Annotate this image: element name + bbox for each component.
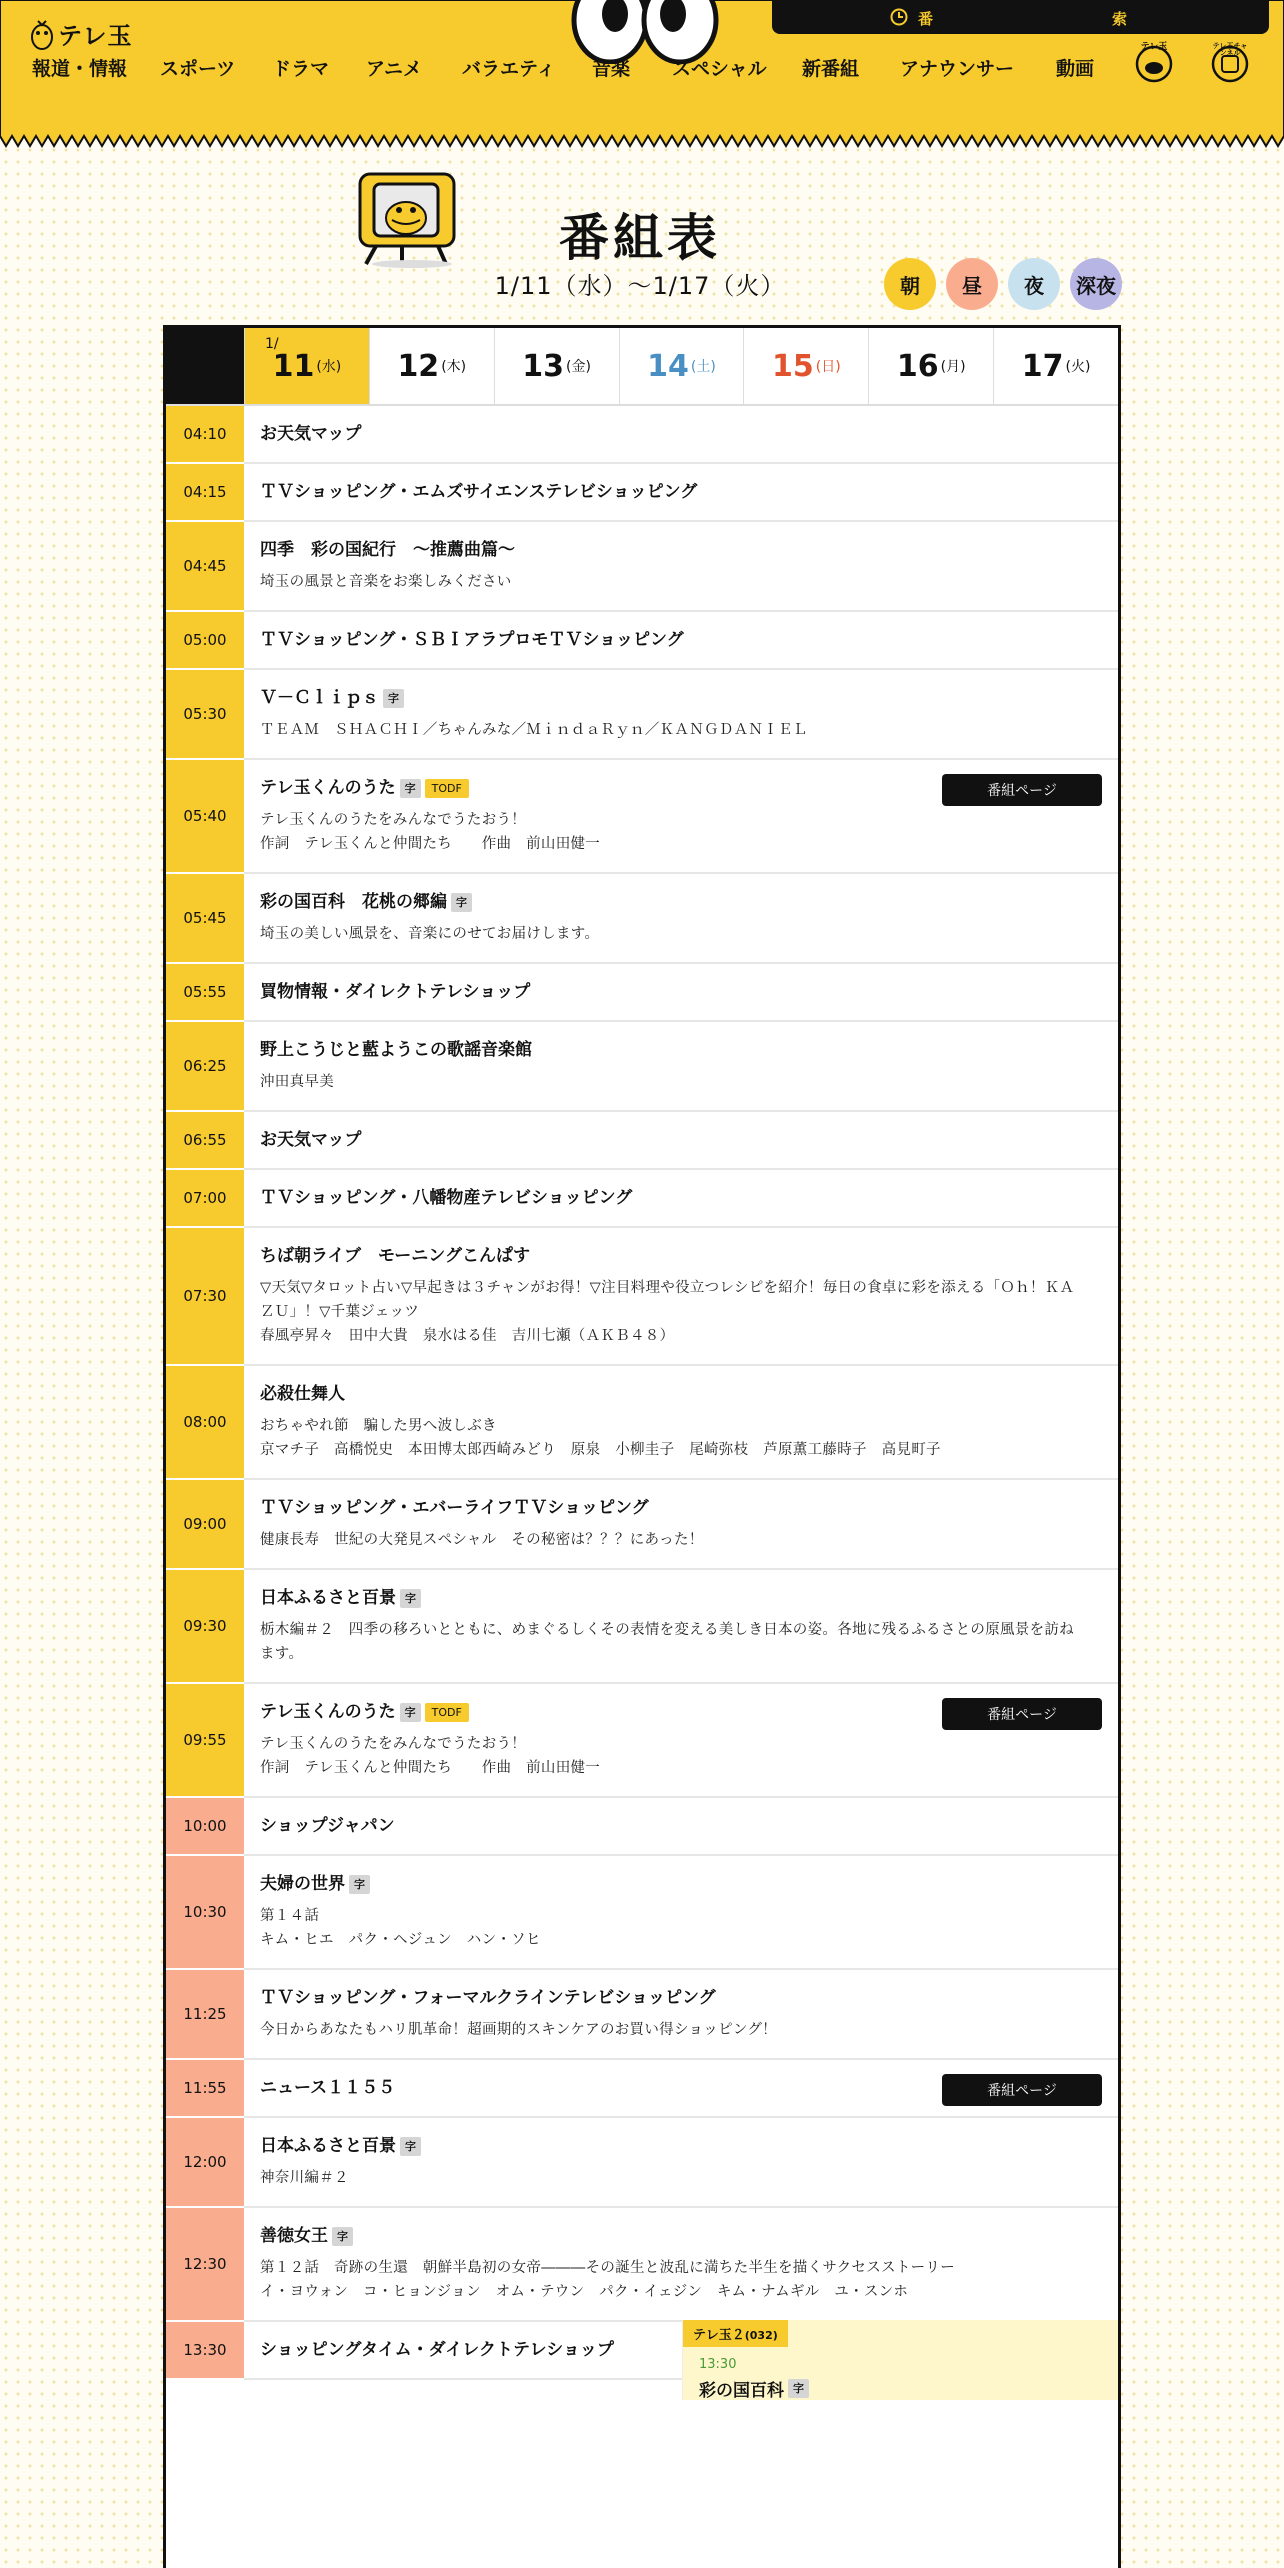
program-row[interactable] [166, 612, 1118, 670]
program-info[interactable] [244, 1798, 1118, 1854]
nav-sports[interactable]: スポーツ [160, 58, 236, 80]
program-info[interactable] [244, 1684, 1118, 1796]
day-tab-11[interactable] [244, 328, 369, 404]
subtitle-badge: 字 [400, 1589, 421, 1608]
nav-announcer[interactable]: アナウンサー [900, 58, 1015, 80]
program-page-button[interactable]: 番組ページ [942, 1698, 1102, 1730]
mascot-logo-icon [30, 17, 54, 51]
program-title-line [260, 1496, 1100, 1520]
program-title-line [260, 628, 1100, 652]
subtitle-badge: 字 [451, 893, 472, 912]
program-title[interactable]: 必殺仕舞人 [260, 1384, 345, 1404]
day-number: 11 [272, 348, 315, 384]
day-tab-15[interactable] [743, 328, 868, 404]
program-title[interactable]: お天気マップ [260, 424, 362, 444]
program-description-line: 春風亭昇々 田中大貴 泉水はる佳 吉川七瀬（ＡＫＢ４８） [260, 1328, 675, 1344]
program-title-line [260, 1038, 1100, 1062]
program-title-line [260, 686, 1100, 710]
program-time: 06:55 [166, 1112, 244, 1170]
subtitle-badge: 字 [400, 2137, 421, 2156]
program-description-line: 今日からあなたもハリ肌革命！超画期的スキンケアのお買い得ショッピング！ [260, 2022, 777, 2038]
program-row[interactable] [166, 1970, 1118, 2060]
program-row[interactable] [166, 1480, 1118, 1570]
day-weekday: (木) [441, 359, 467, 375]
day-weekday: (金) [566, 359, 591, 375]
program-description [260, 718, 1100, 742]
program-info[interactable] [244, 522, 1118, 610]
program-time: 05:30 [166, 670, 244, 760]
program-title-line [260, 422, 1100, 446]
program-row[interactable] [166, 1798, 1118, 1856]
time-night-button[interactable]: 夜 [1008, 258, 1060, 310]
program-title[interactable]: 彩の国百科 花桃の郷編 [260, 892, 447, 912]
day-tab-16[interactable] [868, 328, 993, 404]
program-info[interactable] [244, 464, 1118, 520]
program-title[interactable]: 夫婦の世界 [260, 1874, 345, 1894]
program-info[interactable] [244, 406, 1118, 462]
program-info[interactable] [244, 1170, 1118, 1226]
program-title-line [260, 1814, 1100, 1838]
program-title[interactable]: Ｖ－Ｃｌｉｐｓ [260, 688, 379, 708]
program-info[interactable] [244, 1022, 1118, 1110]
program-row[interactable] [166, 1684, 1118, 1798]
program-description-line: 沖田真早美 [260, 1074, 334, 1090]
subtitle-badge: 字 [788, 2379, 809, 2398]
tv-mascot-icon [352, 168, 462, 268]
program-title[interactable]: ＴＶショッピング・フォーマルクラインテレビショッピング [260, 1988, 716, 2008]
program-time: 05:00 [166, 612, 244, 670]
program-description [260, 2166, 1100, 2190]
program-description-line: ▽天気▽タロット占い▽早起きは３チャンがお得！▽注目料理や役立つレシピを紹介！毎日の食卓に彩を添える「Ｏｈ！ＫＡＺＵ」！▽千葉ジェッツ [260, 1280, 1075, 1320]
nav-news[interactable]: 報道・情報 [32, 58, 128, 80]
program-description-line: 栃木編＃２ 四季の移ろいとともに、めまぐるしくその表情を変える美しき日本の姿。各地に残るふるさとの原風景を訪ねます。 [260, 1622, 1074, 1662]
program-title-line [260, 890, 1100, 914]
program-list [166, 406, 1118, 2401]
program-info[interactable] [244, 874, 1118, 962]
program-time: 06:25 [166, 1022, 244, 1112]
program-info[interactable] [244, 2118, 1118, 2206]
subtitle-badge: 字 [400, 1703, 421, 1722]
program-info[interactable] [244, 670, 1118, 758]
program-title-line [260, 1586, 1100, 1610]
program-title[interactable]: ショップジャパン [260, 1816, 395, 1836]
site-logo[interactable] [30, 16, 133, 51]
program-row[interactable] [166, 1228, 1118, 1366]
subchannel-name: テレ玉２ [693, 2328, 745, 2343]
program-description-line: 埼玉の風景と音楽をお楽しみください [260, 574, 512, 590]
subchannel-tag [683, 2320, 788, 2347]
top-search-bar[interactable] [772, 0, 1269, 34]
page-title: 番組表 [559, 209, 721, 267]
program-time: 07:30 [166, 1228, 244, 1366]
program-title[interactable]: 買物情報・ダイレクトテレショップ [260, 982, 531, 1002]
program-title[interactable]: ＴＶショッピング・ＳＢＩアラプロモＴＶショッピング [260, 630, 684, 650]
program-description [260, 1732, 1100, 1780]
todf-badge: TODF [425, 1703, 469, 1722]
program-time: 09:55 [166, 1684, 244, 1798]
day-number: 12 [397, 348, 440, 384]
program-page-button[interactable]: 番組ページ [942, 774, 1102, 806]
program-description [260, 1276, 1100, 1348]
program-title[interactable]: 日本ふるさと百景 [260, 1588, 396, 1608]
program-description [260, 922, 1100, 946]
subchannel-title[interactable]: 彩の国百科 [699, 2381, 784, 2401]
program-title[interactable]: 日本ふるさと百景 [260, 2136, 396, 2156]
program-title-line [260, 1872, 1100, 1896]
program-info[interactable] [244, 2208, 1118, 2320]
time-latenight-button[interactable]: 深夜 [1070, 258, 1122, 310]
day-number: 14 [647, 348, 689, 384]
program-description [260, 2018, 1100, 2042]
program-time: 08:00 [166, 1366, 244, 1480]
program-title[interactable]: テレ玉くんのうた [260, 1702, 396, 1722]
subchannel-number: (032) [744, 2329, 778, 2342]
program-time: 11:25 [166, 1970, 244, 2060]
program-description [260, 570, 1100, 594]
program-info[interactable] [244, 1480, 1118, 1568]
program-title-line [260, 1986, 1100, 2010]
day-header-corner [166, 328, 244, 404]
nav-music[interactable]: 音楽 [592, 58, 631, 80]
day-number: 17 [1021, 348, 1064, 384]
program-info[interactable] [244, 2060, 1118, 2116]
program-time: 05:45 [166, 874, 244, 964]
program-time: 04:15 [166, 464, 244, 522]
program-title[interactable]: 四季 彩の国紀行 ～推薦曲篇～ [260, 540, 515, 560]
program-description-line: イ・ヨウォン コ・ヒョンジョン オム・テウン パク・イェジン キム・ナムギル ユ・スンホ [260, 2284, 909, 2300]
program-title-line [260, 2134, 1100, 2158]
program-row[interactable] [166, 2208, 1118, 2322]
program-row[interactable] [166, 1856, 1118, 1970]
program-row[interactable] [166, 1366, 1118, 1480]
program-title-line [260, 1186, 1100, 1210]
site-header [0, 0, 1284, 150]
program-row[interactable] [166, 1170, 1118, 1228]
program-description-line: 健康長寿 世紀の大発見スペシャル その秘密は？？？にあった！ [260, 1532, 704, 1548]
program-time: 10:00 [166, 1798, 244, 1856]
time-noon-button[interactable]: 昼 [946, 258, 998, 310]
subtitle-badge: 字 [383, 689, 404, 708]
program-description-line: 第１２話 奇跡の生還 朝鮮半島初の女帝―――その誕生と波乱に満ちた半生を描くサクセスストーリー [260, 2260, 956, 2276]
program-title[interactable]: ちば朝ライブ モーニングこんぱす [260, 1246, 530, 1266]
program-time: 13:30 [166, 2322, 244, 2380]
program-title[interactable]: ニュース１１５５ [260, 2078, 396, 2098]
program-time: 09:00 [166, 1480, 244, 1570]
program-description-line: 神奈川編＃２ [260, 2170, 349, 2186]
nav-video[interactable]: 動画 [1056, 58, 1095, 80]
program-info[interactable] [244, 1112, 1118, 1168]
day-tab-12[interactable] [369, 328, 494, 404]
program-row[interactable] [166, 2060, 1118, 2118]
program-row[interactable] [166, 1022, 1118, 1112]
program-title[interactable]: 善徳女王 [260, 2226, 328, 2246]
day-weekday: (日) [815, 359, 841, 375]
teletama-icon-link[interactable]: テレ玉 [1134, 40, 1174, 87]
nav-new-programs[interactable]: 新番組 [802, 58, 860, 80]
program-info[interactable] [244, 1970, 1118, 2058]
program-time: 04:10 [166, 406, 244, 464]
program-info[interactable] [244, 1856, 1118, 1968]
program-row[interactable] [166, 964, 1118, 1022]
program-description-line: 第１４話 [260, 1908, 320, 1924]
day-month: 1/ [265, 336, 279, 352]
program-row[interactable] [166, 1112, 1118, 1170]
program-time: 04:45 [166, 522, 244, 612]
topbar-search-link[interactable]: 索 [1112, 10, 1128, 28]
topbar-schedule-link[interactable]: 番 [918, 10, 934, 28]
program-row[interactable] [166, 2322, 1118, 2401]
program-description-line: ＴＥＡＭ ＳＨＡＣＨＩ／ちゃんみな／ＭｉｎｄａＲｙｎ／ＫＡＮＧＤＡＮＩＥＬ [260, 722, 808, 738]
program-info[interactable] [244, 1366, 1118, 1478]
day-tabs [166, 328, 1118, 406]
program-title[interactable]: ＴＶショッピング・エムズサイエンステレビショッピング [260, 482, 698, 502]
program-time: 10:30 [166, 1856, 244, 1970]
program-description [260, 808, 1100, 856]
program-description-line: キム・ヒエ パク・ヘジュン ハン・ソヒ [260, 1932, 541, 1948]
clock-icon [890, 8, 908, 26]
program-title[interactable]: テレ玉くんのうた [260, 778, 396, 798]
program-description [260, 1904, 1100, 1952]
subchannel-title-line [699, 2376, 1118, 2401]
nav-anime[interactable]: アニメ [366, 58, 423, 80]
subtitle-badge: 字 [400, 779, 421, 798]
day-weekday: (水) [316, 359, 342, 375]
program-description-line: 作詞 テレ玉くんと仲間たち 作曲 前山田健一 [260, 1760, 601, 1776]
program-time: 12:30 [166, 2208, 244, 2322]
program-description [260, 1528, 1100, 1552]
program-row[interactable] [166, 2118, 1118, 2208]
program-row[interactable] [166, 464, 1118, 522]
program-description [260, 1070, 1100, 1094]
program-description [260, 2256, 1100, 2304]
program-title[interactable]: 野上こうじと藍ようこの歌謡音楽館 [260, 1040, 532, 1060]
subchannel-program[interactable] [682, 2320, 1118, 2400]
program-info[interactable] [244, 1228, 1118, 1364]
teletama-channel-icon-link[interactable]: テレ玉チャンネル [1210, 40, 1250, 87]
program-row[interactable] [166, 874, 1118, 964]
day-weekday: (土) [690, 359, 716, 375]
program-title-line [260, 538, 1100, 562]
program-description-line: 作詞 テレ玉くんと仲間たち 作曲 前山田健一 [260, 836, 601, 852]
program-description-line: 京マチ子 高橋悦史 本田博太郎西崎みどり 原泉 小柳圭子 尾崎弥枝 芦原薫工藤時子 高見町子 [260, 1442, 941, 1458]
program-title-line [260, 2224, 1100, 2248]
day-number: 16 [896, 348, 939, 384]
program-row[interactable] [166, 1570, 1118, 1684]
program-row[interactable] [166, 760, 1118, 874]
day-weekday: (月) [940, 359, 966, 375]
subtitle-badge: 字 [332, 2227, 353, 2246]
program-title-line [260, 1244, 1100, 1268]
program-info[interactable] [244, 612, 1118, 668]
program-page-button[interactable]: 番組ページ [942, 2074, 1102, 2106]
subchannel-time: 13:30 [699, 2357, 737, 2372]
nav-special[interactable]: スペシャル [672, 58, 767, 80]
program-title[interactable]: ショッピングタイム・ダイレクトテレショップ [260, 2340, 614, 2360]
program-description-line: おちゃやれ節 騙した男へ波しぶき [260, 1418, 497, 1434]
subtitle-badge: 字 [349, 1875, 370, 1894]
program-description [260, 1618, 1100, 1666]
program-description [260, 1414, 1100, 1462]
site-logo-text: テレ玉 [58, 22, 133, 50]
program-info[interactable] [244, 964, 1118, 1020]
todf-badge: TODF [425, 779, 469, 798]
day-number: 15 [772, 348, 814, 384]
day-weekday: (火) [1065, 359, 1091, 375]
program-row[interactable] [166, 406, 1118, 464]
program-time: 07:00 [166, 1170, 244, 1228]
program-title-line [260, 1382, 1100, 1406]
program-description-line: テレ玉くんのうたをみんなでうたおう！ [260, 1736, 527, 1752]
program-description-line: 埼玉の美しい風景を、音楽にのせてお届けします。 [260, 926, 600, 942]
day-number: 13 [522, 348, 565, 384]
program-row[interactable] [166, 670, 1118, 760]
program-title[interactable]: お天気マップ [260, 1130, 362, 1150]
program-title[interactable]: ＴＶショッピング・エバーライフＴＶショッピング [260, 1498, 649, 1518]
nav-variety[interactable]: バラエティ [462, 58, 556, 80]
program-info[interactable] [244, 2322, 1118, 2401]
time-morning-button[interactable]: 朝 [884, 258, 936, 310]
program-time: 12:00 [166, 2118, 244, 2208]
date-range: 1/11（水）〜1/17（火） [494, 272, 786, 300]
program-time: 11:55 [166, 2060, 244, 2118]
program-time: 05:55 [166, 964, 244, 1022]
program-title-line [260, 1128, 1100, 1152]
day-tab-17[interactable] [993, 328, 1118, 404]
program-info[interactable] [244, 1570, 1118, 1682]
program-title-line [260, 480, 1100, 504]
schedule-grid [163, 325, 1121, 2568]
day-tab-13[interactable] [494, 328, 619, 404]
day-tab-14[interactable] [619, 328, 744, 404]
program-row[interactable] [166, 522, 1118, 612]
nav-drama[interactable]: ドラマ [272, 58, 330, 80]
program-time: 09:30 [166, 1570, 244, 1684]
program-time: 05:40 [166, 760, 244, 874]
program-description-line: テレ玉くんのうたをみんなでうたおう！ [260, 812, 527, 828]
program-title-line [260, 980, 1100, 1004]
program-info[interactable] [244, 760, 1118, 872]
program-title[interactable]: ＴＶショッピング・八幡物産テレビショッピング [260, 1188, 633, 1208]
